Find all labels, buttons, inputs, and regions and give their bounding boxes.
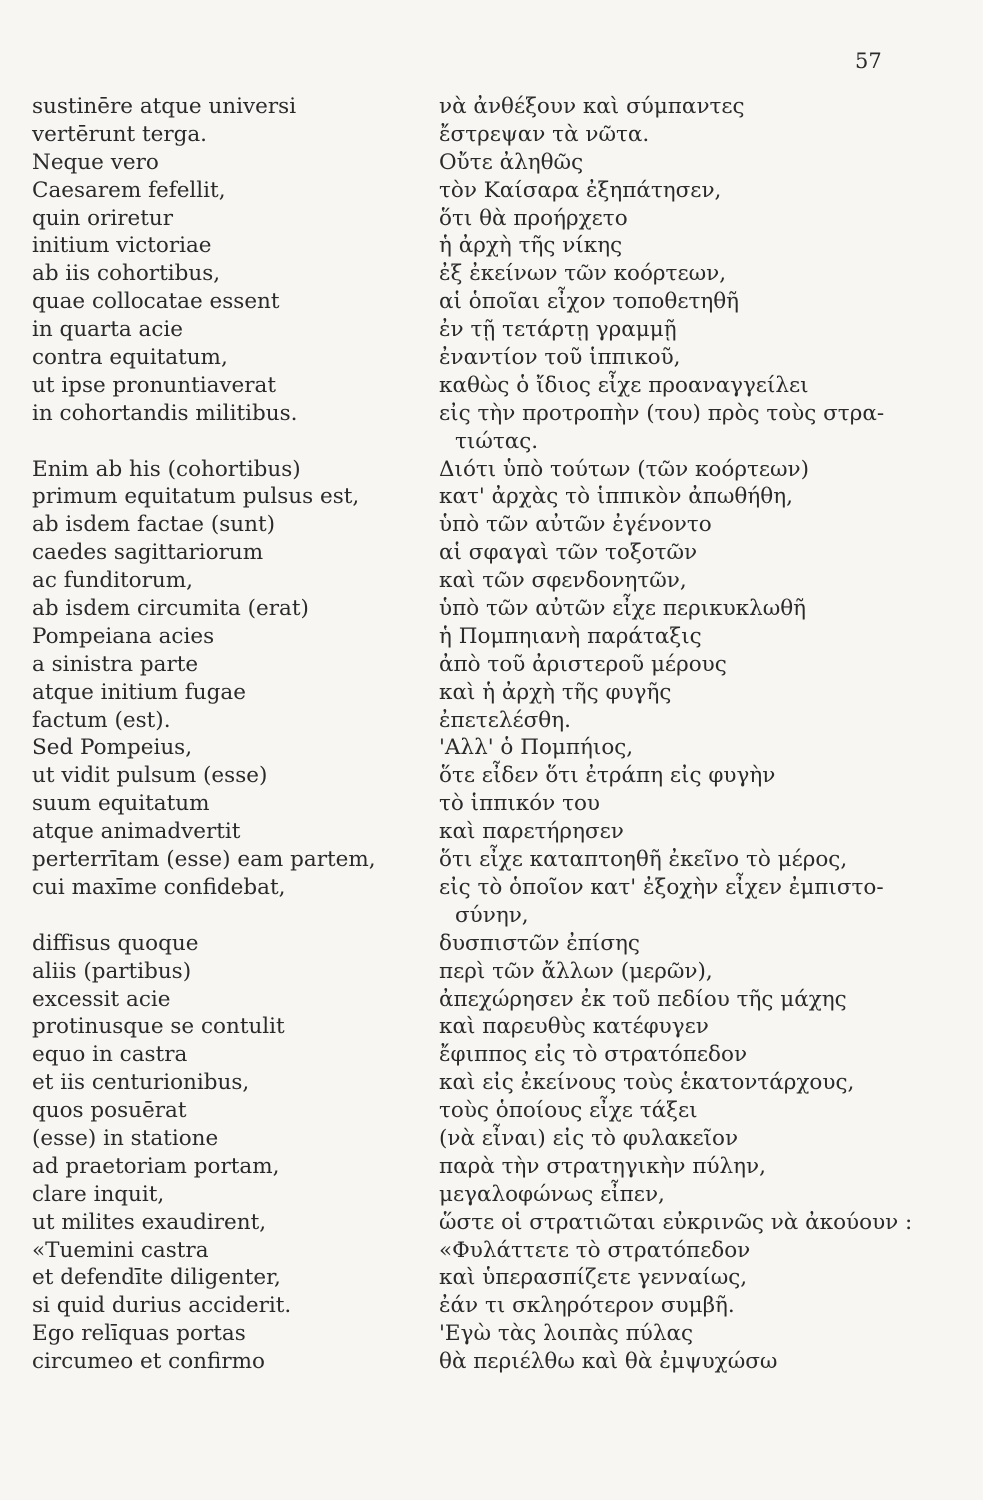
greek-line: ἐπετελέσθη. bbox=[439, 707, 571, 733]
greek-line: ἐξ ἐκείνων τῶν κοόρτεων, bbox=[439, 261, 727, 287]
latin-line: quos posuērat bbox=[32, 1098, 187, 1124]
greek-line: «Φυλάττετε τὸ στρατόπεδον bbox=[439, 1237, 751, 1263]
latin-line: quae collocatae essent bbox=[32, 289, 280, 315]
greek-line: ὑπὸ τῶν αὐτῶν εἶχε περικυκλωθῆ bbox=[439, 596, 807, 622]
latin-line: a sinistra parte bbox=[32, 651, 199, 677]
latin-line: quin oriretur bbox=[32, 205, 174, 231]
greek-line: περὶ τῶν ἄλλων (μερῶν), bbox=[439, 958, 713, 984]
greek-line: καὶ τῶν σφενδονητῶν, bbox=[439, 568, 687, 594]
latin-line: ac funditorum, bbox=[32, 568, 193, 594]
latin-line: equo in castra bbox=[32, 1042, 188, 1068]
latin-line: atque initium fugae bbox=[32, 679, 246, 705]
latin-line: vertērunt terga. bbox=[32, 121, 208, 147]
greek-line: μεγαλοφώνως εἶπεν, bbox=[439, 1181, 665, 1207]
greek-line: 'Εγὼ τὰς λοιπὰς πύλας bbox=[439, 1321, 694, 1347]
latin-line: in cohortandis militibus. bbox=[32, 400, 298, 426]
latin-line: factum (est). bbox=[32, 707, 171, 733]
latin-line: excessit acie bbox=[32, 986, 171, 1012]
greek-line: ἡ ἀρχὴ τῆς νίκης bbox=[439, 233, 623, 259]
latin-line: protinusque se contulit bbox=[32, 1014, 285, 1040]
latin-line: suum equitatum bbox=[32, 791, 210, 817]
latin-line: ab isdem circumita (erat) bbox=[32, 596, 309, 622]
latin-line: ut vidit pulsum (esse) bbox=[32, 763, 268, 789]
greek-line: τιώτας. bbox=[455, 428, 539, 454]
latin-line: circumeo et confirmo bbox=[32, 1349, 265, 1375]
latin-line: Neque vero bbox=[32, 149, 159, 175]
greek-line: ὥστε οἱ στρατιῶται εὐκρινῶς νὰ ἀκούουν : bbox=[439, 1209, 913, 1235]
greek-line: ἔφιππος εἰς τὸ στρατόπεδον bbox=[439, 1042, 748, 1068]
greek-line: τοὺς ὁποίους εἶχε τάξει bbox=[439, 1098, 698, 1124]
latin-line: si quid durius acciderit. bbox=[32, 1293, 292, 1319]
greek-line: ἀπὸ τοῦ ἀριστεροῦ μέρους bbox=[439, 651, 727, 677]
latin-line: primum equitatum pulsus est, bbox=[32, 484, 360, 510]
latin-line: diffisus quoque bbox=[32, 930, 199, 956]
page-number: 57 bbox=[855, 49, 882, 73]
greek-line: καὶ ὑπερασπίζετε γενναίως, bbox=[439, 1265, 748, 1291]
greek-line: ἀπεχώρησεν ἐκ τοῦ πεδίου τῆς μάχης bbox=[439, 986, 847, 1012]
greek-line: εἰς τὴν προτροπὴν (του) πρὸς τοὺς στρα- bbox=[439, 400, 885, 426]
greek-line: παρὰ τὴν στρατηγικὴν πύλην, bbox=[439, 1153, 766, 1179]
latin-line: Sed Pompeius, bbox=[32, 735, 193, 761]
greek-line: σύνην, bbox=[455, 902, 529, 928]
greek-line: ἡ Πομπηιανὴ παράταξις bbox=[439, 623, 702, 649]
greek-line: καθὼς ὁ ἴδιος εἶχε προαναγγείλει bbox=[439, 372, 809, 398]
latin-line: et iis centurionibus, bbox=[32, 1070, 250, 1096]
latin-line: ad praetoriam portam, bbox=[32, 1153, 280, 1179]
latin-line: in quarta acie bbox=[32, 317, 184, 343]
latin-line: Enim ab his (cohortibus) bbox=[32, 456, 301, 482]
latin-line: (esse) in statione bbox=[32, 1125, 219, 1151]
latin-line bbox=[32, 428, 376, 456]
latin-line: ab isdem factae (sunt) bbox=[32, 512, 276, 538]
greek-line: καὶ ἡ ἀρχὴ τῆς φυγῆς bbox=[439, 679, 672, 705]
greek-line: ἐναντίον τοῦ ἱππικοῦ, bbox=[439, 345, 681, 371]
greek-line: ἐάν τι σκληρότερον συμβῆ. bbox=[439, 1293, 735, 1319]
latin-line: sustinēre atque universi bbox=[32, 94, 297, 119]
greek-translation-column bbox=[439, 93, 912, 1376]
latin-line: caedes sagittariorum bbox=[32, 540, 264, 566]
latin-line: Ego relīquas portas bbox=[32, 1321, 246, 1347]
latin-line: cui maxīme confidebat, bbox=[32, 874, 286, 900]
greek-line: ἔστρεψαν τὰ νῶτα. bbox=[439, 121, 650, 147]
latin-line: contra equitatum, bbox=[32, 345, 228, 371]
latin-line: clare inquit, bbox=[32, 1181, 165, 1207]
latin-line: atque animadvertit bbox=[32, 819, 241, 845]
greek-line: τὸν Καίσαρα ἐξηπάτησεν, bbox=[439, 177, 722, 203]
greek-line: καὶ παρετήρησεν bbox=[439, 819, 624, 845]
latin-line: et defendīte diligenter, bbox=[32, 1265, 281, 1291]
greek-line: ὅτε εἶδεν ὅτι ἐτράπη εἰς φυγὴν bbox=[439, 763, 776, 789]
latin-text-column bbox=[32, 93, 376, 1376]
greek-line: ἐν τῇ τετάρτῃ γραμμῇ bbox=[439, 317, 677, 343]
greek-line: αἱ ὁποῖαι εἶχον τοποθετηθῆ bbox=[439, 289, 740, 315]
latin-line: perterrītam (esse) eam partem, bbox=[32, 847, 376, 873]
greek-line: ὅτι θὰ προήρχετο bbox=[439, 205, 628, 231]
greek-line: Διότι ὑπὸ τούτων (τῶν κοόρτεων) bbox=[439, 456, 809, 482]
latin-line: Pompeiana acies bbox=[32, 623, 215, 649]
latin-line bbox=[32, 902, 376, 930]
latin-line: Caesarem fefellit, bbox=[32, 177, 226, 203]
greek-line: καὶ εἰς ἐκείνους τοὺς ἑκατοντάρχους, bbox=[439, 1070, 855, 1096]
greek-line: (νὰ εἶναι) εἰς τὸ φυλακεῖον bbox=[439, 1125, 739, 1151]
greek-line: ὅτι εἶχε καταπτοηθῆ ἐκεῖνο τὸ μέρος, bbox=[439, 847, 848, 873]
greek-line: θὰ περιέλθω καὶ θὰ ἐμψυχώσω bbox=[439, 1349, 778, 1375]
greek-line: καὶ παρευθὺς κατέφυγεν bbox=[439, 1014, 709, 1040]
greek-line: Οὔτε ἀληθῶς bbox=[439, 149, 584, 175]
greek-line: ὑπὸ τῶν αὐτῶν ἐγένοντο bbox=[439, 512, 712, 538]
greek-line: τὸ ἱππικόν του bbox=[439, 791, 600, 817]
greek-line: εἰς τὸ ὁποῖον κατ' ἐξοχὴν εἶχεν ἐμπιστο- bbox=[439, 874, 884, 900]
latin-line: «Tuemini castra bbox=[32, 1237, 209, 1263]
latin-line: ab iis cohortibus, bbox=[32, 261, 221, 287]
greek-line: κατ' ἀρχὰς τὸ ἱππικὸν ἀπωθήθη, bbox=[439, 484, 793, 510]
latin-line: ut ipse pronuntiaverat bbox=[32, 372, 277, 398]
greek-line: αἱ σφαγαὶ τῶν τοξοτῶν bbox=[439, 540, 698, 566]
latin-line: aliis (partibus) bbox=[32, 958, 192, 984]
latin-line: ut milites exaudirent, bbox=[32, 1209, 267, 1235]
greek-line: 'Αλλ' ὁ Πομπήιος, bbox=[439, 735, 634, 761]
greek-line: δυσπιστῶν ἐπίσης bbox=[439, 930, 640, 956]
latin-line: initium victoriae bbox=[32, 233, 212, 259]
greek-line: νὰ ἀνθέξουν καὶ σύμπαντες bbox=[439, 94, 745, 119]
